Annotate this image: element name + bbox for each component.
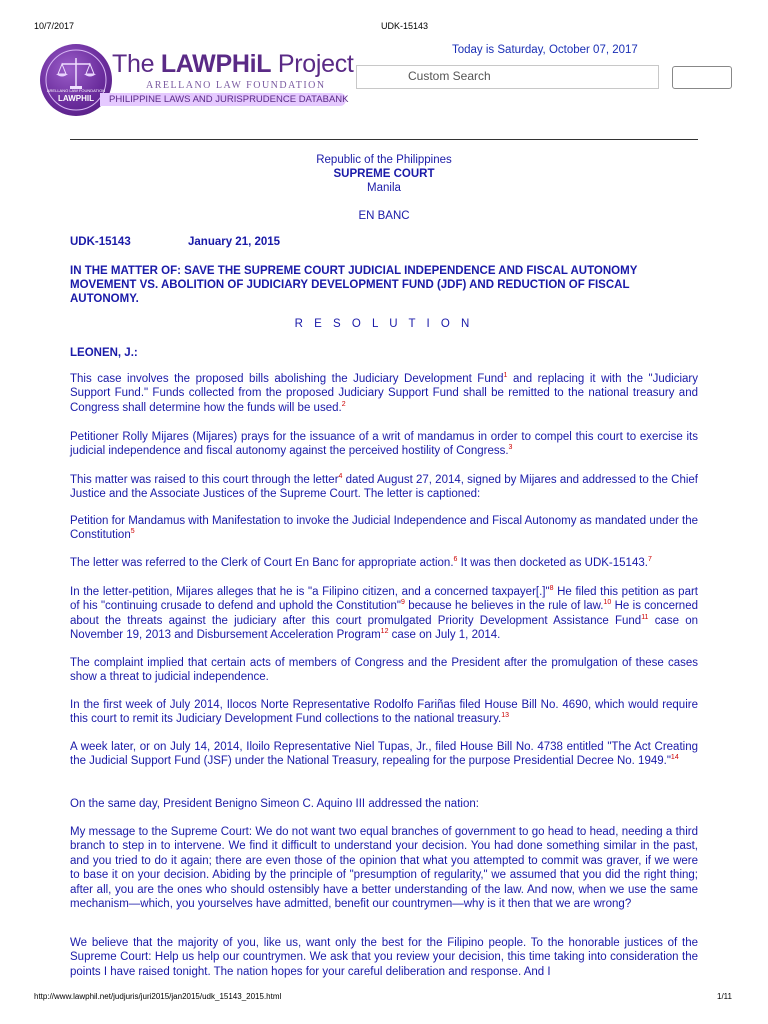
paragraph-text: We believe that the majority of you, like us, want only the best for the Filipino people. To the honorable justices of the Supreme Court: Help us help our countrymen. We ask that you review your decision, this time taking into consideration the points I have raised tonight. The nation hopes for your careful deliberation and response. And I — [70, 937, 698, 978]
ponente: LEONEN, J.: — [70, 347, 138, 359]
republic-line: Republic of the Philippines — [316, 154, 452, 166]
paragraph-text: My message to the Supreme Court: We do not want two equal branches of government to go head to head, needing a third branch to step in to intervene. We find it difficult to understand your decision. You had done something similar in the past, and you tried to do it again; there are even those of the opinion that what you attempted to commit was graver, if we were to base it on your decision. Abiding by the principle of "presumption of regularity," we assumed that you did the right thing; after all, you are the ones who should ostensibly have a better understanding of the law. And now, when we use the same mechanism—which, you yourselves have admitted, benefit our countrymen—why is it then that we are wrong? — [70, 826, 698, 911]
print-date: 10/7/2017 — [34, 21, 75, 31]
footnote-link[interactable]: 11 — [641, 613, 649, 621]
case-date: January 21, 2015 — [188, 236, 281, 248]
paragraph — [70, 740, 698, 769]
footer-url: http://www.lawphil.net/judjuris/juri2015/jan2015/udk_15143_2015.html — [34, 992, 282, 1001]
footer-page-number: 1/11 — [717, 992, 732, 1001]
seal-small-text: ARELLANO LAW FOUNDATION — [46, 88, 106, 93]
paragraph — [70, 936, 698, 979]
paragraph-text: In the first week of July 2014, Ilocos Norte Representative Rodolfo Fariñas filed House Bill No. 4690, which would require this court to remit its Judiciary Development Fund collections to the national treasury. — [70, 699, 698, 726]
footnote-link[interactable]: 8 — [549, 585, 554, 593]
case-number: UDK-15143 — [70, 236, 131, 248]
footnote-link[interactable]: 12 — [380, 628, 389, 636]
paragraph-text: This matter was raised to this court through the letter — [70, 474, 339, 486]
paragraph-text: and replacing it with the "Judiciary Support Fund." Funds collected from the proposed Judiciary Support Fund shall be remitted to the national treasury and Congress shall determine how the funds will be used. — [70, 373, 698, 414]
paragraph-text: Petitioner Rolly Mijares (Mijares) prays for the issuance of a writ of mandamus in order to compel this court to exercise its judicial independence and fiscal autonomy against the perceived hostility of Congress. — [70, 431, 698, 458]
paragraph-text: A week later, or on July 14, 2014, Iloilo Representative Niel Tupas, Jr., filed House Bill No. 4738 entitled "The Act Creating the Judicial Support Fund (JSF) under the National Treasury, repealing for the purpose Presidential Decree No. 1949." — [70, 741, 698, 768]
court-city: Manila — [367, 182, 401, 194]
paragraph — [70, 372, 698, 415]
footnote-link[interactable]: 7 — [647, 556, 652, 564]
paragraph-text: case on July 1, 2014. — [388, 629, 501, 642]
paragraph-text: It was then docketed as UDK-15143. — [457, 557, 648, 569]
paragraph — [70, 698, 698, 727]
print-title: UDK-15143 — [381, 21, 429, 31]
paragraph — [70, 430, 698, 459]
paragraph-text: dated August 27, 2014, signed by Mijares and addressed to the Chief Justice and the Associate Justices of the Supreme Court. The letter is captioned: — [70, 474, 698, 501]
site-title-brand: LAWPHiL — [160, 50, 272, 78]
footnote-link[interactable]: 10 — [603, 599, 612, 607]
search-placeholder: Custom Search — [408, 69, 491, 83]
site-subtitle: ARELLANO LAW FOUNDATION — [146, 80, 326, 91]
search-button[interactable] — [672, 66, 732, 89]
court-division: EN BANC — [358, 210, 410, 222]
paragraph-text: The letter was referred to the Clerk of Court En Banc for appropriate action. — [70, 557, 454, 569]
paragraph — [70, 585, 698, 643]
footnote-link[interactable]: 6 — [453, 556, 458, 564]
footnote-link[interactable]: 3 — [508, 444, 513, 452]
court-name: SUPREME COURT — [333, 168, 435, 180]
paragraph — [70, 797, 698, 811]
paragraph-text: Petition for Mandamus with Manifestation to invoke the Judicial Independence and Fiscal Autonomy as mandated under the Constitution — [70, 515, 698, 542]
paragraph — [70, 473, 698, 502]
paragraph-text: On the same day, President Benigno Simeon C. Aquino III addressed the nation: — [70, 798, 479, 810]
paragraph — [70, 556, 698, 570]
header-divider — [70, 139, 698, 140]
seal-text: LAWPHIL — [58, 94, 94, 103]
paragraph-text: He is concerned about the threats against the judiciary after this court promulgated Priority Development Assistance Fund — [70, 600, 698, 627]
paragraph-text: The complaint implied that certain acts of members of Congress and the President after the promulgation of these cases show a threat to judicial independence. — [70, 657, 698, 684]
site-title-prefix: The — [112, 50, 161, 78]
resolution-heading: R E S O L U T I O N — [294, 318, 474, 330]
footnote-link[interactable]: 4 — [338, 473, 343, 481]
footnote-link[interactable]: 1 — [503, 372, 508, 380]
footnote-link[interactable]: 5 — [130, 528, 135, 536]
paragraph-text: because he believes in the rule of law. — [404, 600, 604, 613]
case-title: IN THE MATTER OF: SAVE THE SUPREME COURT JUDICIAL INDEPENDENCE AND FISCAL AUTONOMY MOVEMENT VS. ABOLITION OF JUDICIARY DEVELOPMENT FUND (JDF) AND REDUCTION OF FISCAL AUTONOMY. — [70, 265, 638, 305]
footnote-link[interactable]: 9 — [400, 599, 405, 607]
footnote-link[interactable]: 14 — [670, 754, 679, 762]
site-title-suffix: Project — [271, 50, 354, 78]
paragraph-text: This case involves the proposed bills abolishing the Judiciary Development Fund — [70, 373, 504, 385]
paragraph — [70, 656, 698, 685]
paragraph — [70, 514, 698, 543]
today-date: Today is Saturday, October 07, 2017 — [452, 44, 638, 56]
paragraph-text: In the letter-petition, Mijares alleges that he is "a Filipino citizen, and a concerned taxpayer[.]" — [70, 586, 550, 598]
search-input[interactable] — [356, 65, 659, 89]
tagline-text: PHILIPPINE LAWS AND JURISPRUDENCE DATABANK — [109, 94, 349, 105]
site-title[interactable] — [112, 50, 354, 79]
footnote-link[interactable]: 2 — [341, 400, 346, 408]
paragraph-text: case on November 19, 2013 and Disbursement Acceleration Program — [70, 614, 698, 642]
footnote-link[interactable]: 13 — [501, 712, 510, 720]
paragraph-text: He filed this petition as part of his "continuing crusade to defend and uphold the Constitution" — [70, 586, 698, 613]
paragraph — [70, 825, 698, 911]
